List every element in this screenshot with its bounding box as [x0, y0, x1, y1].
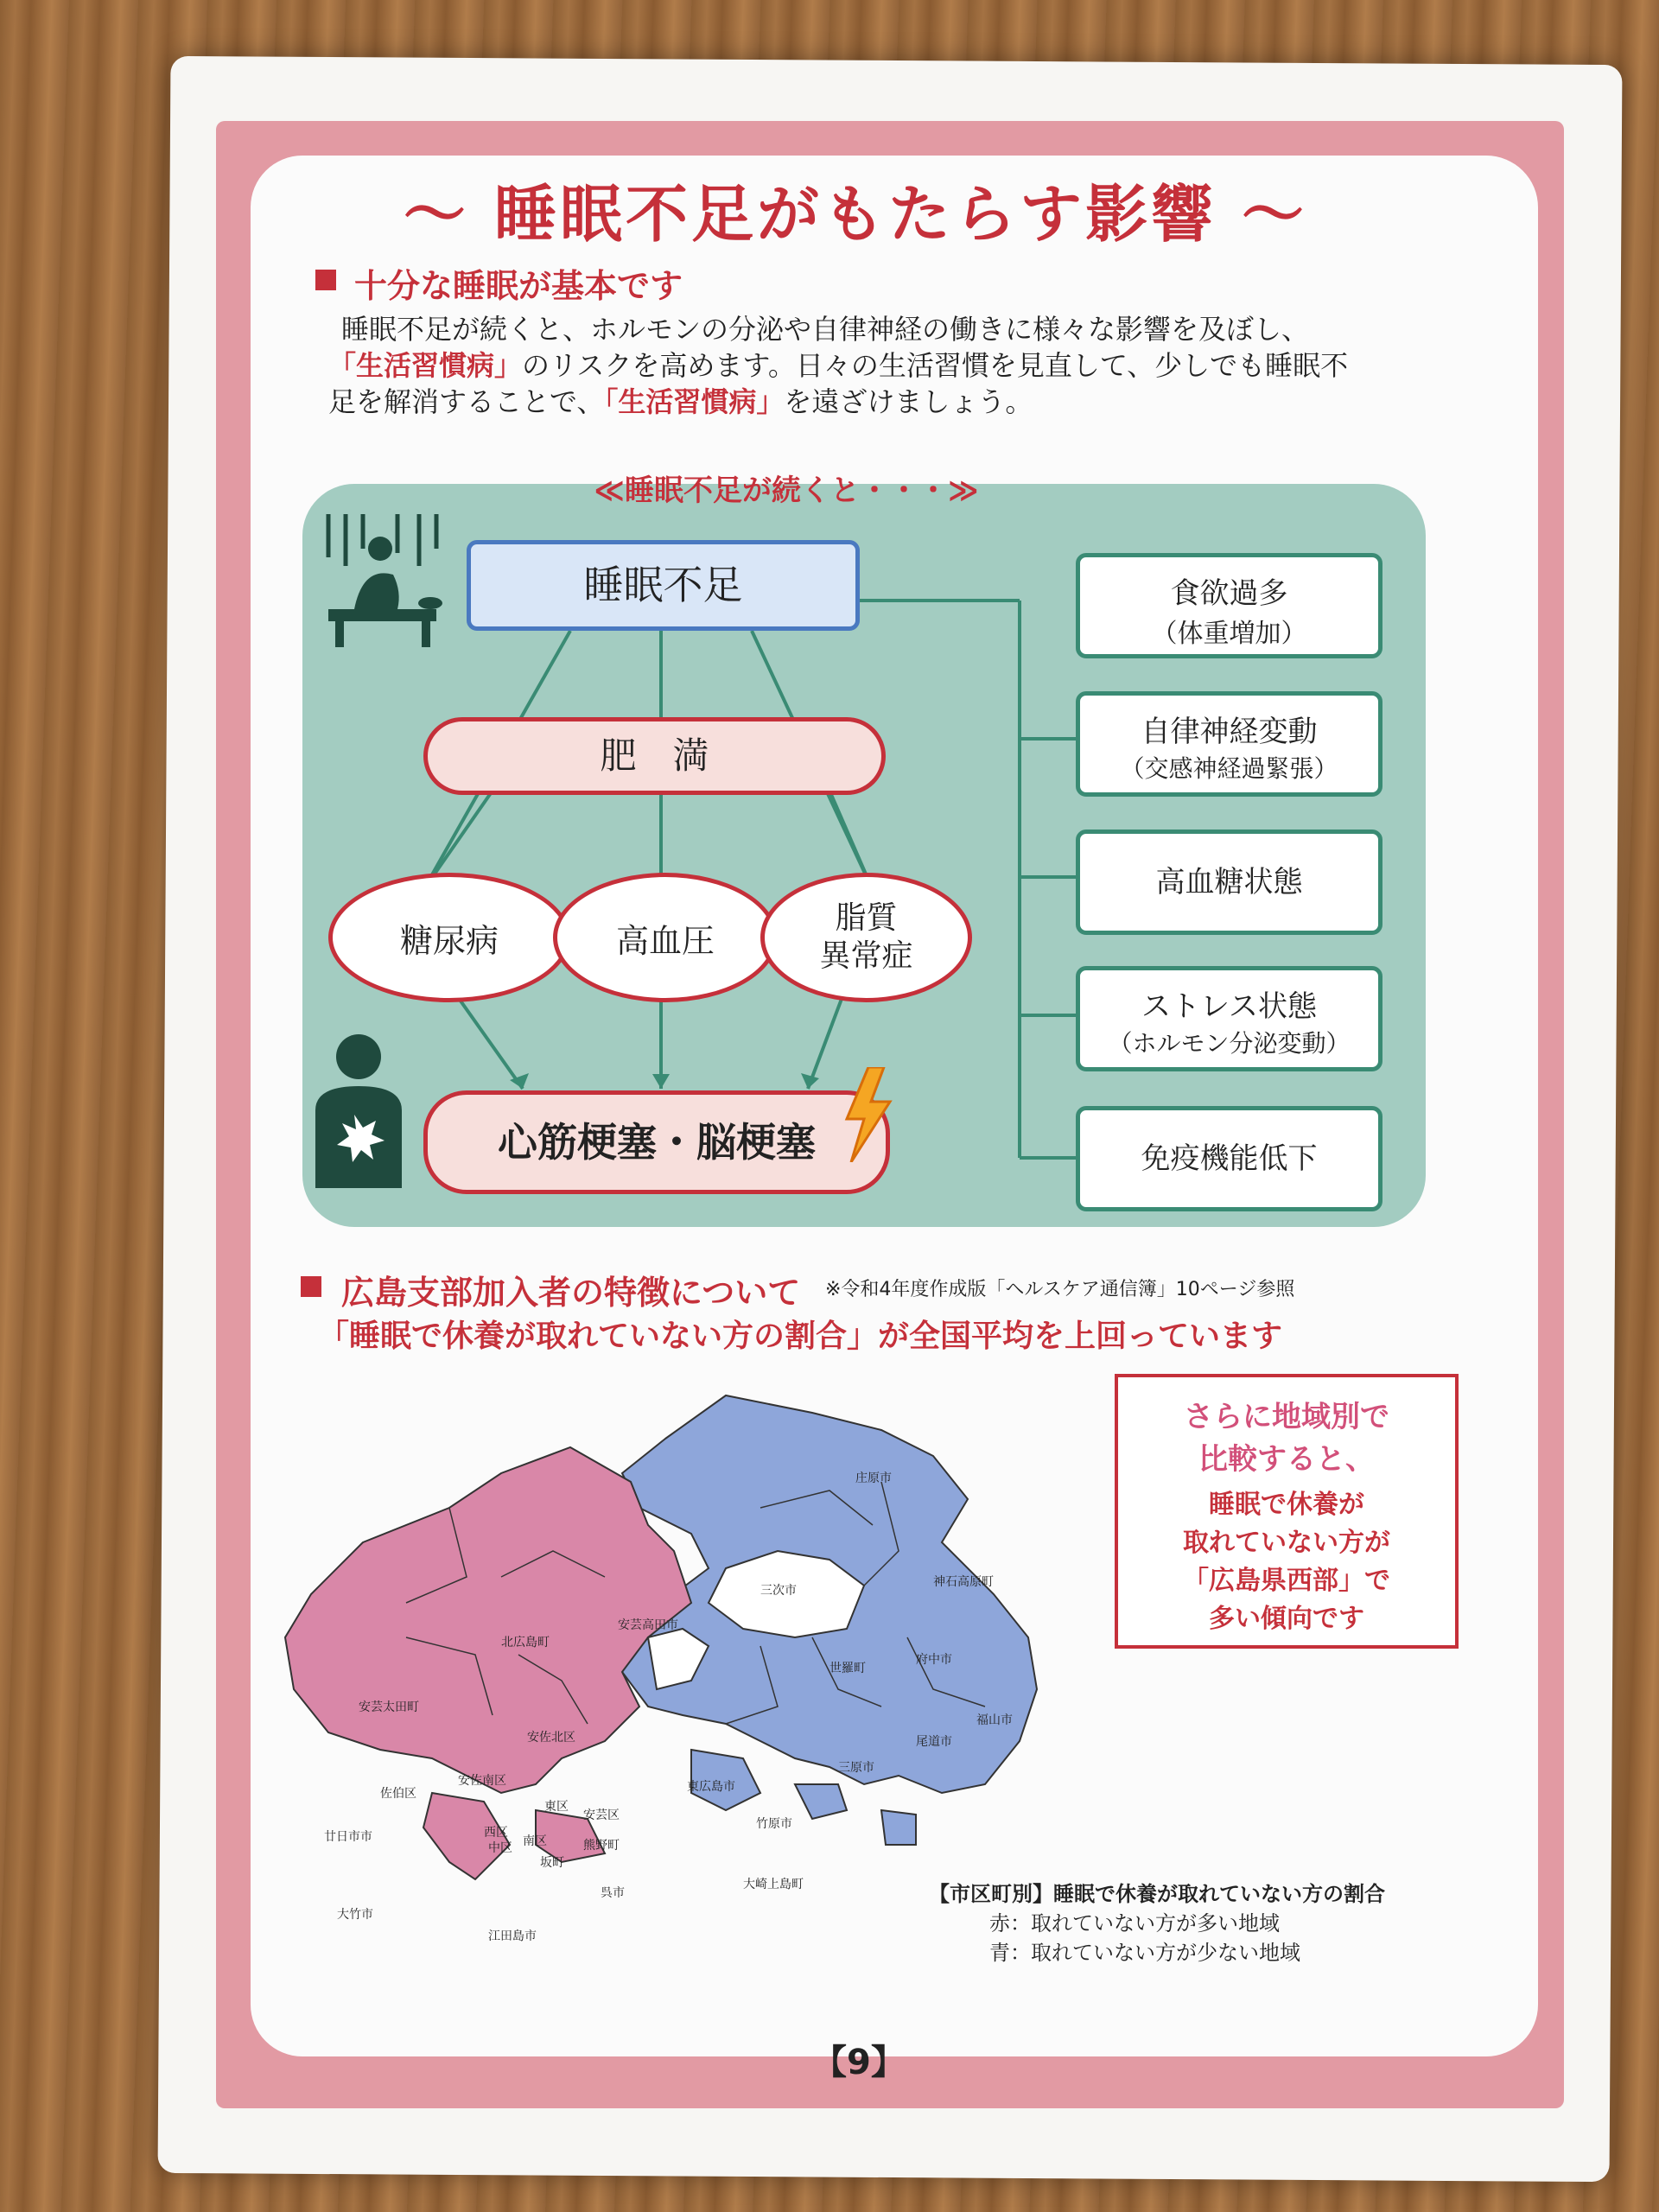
effect-appetite-main: 食欲過多 [1170, 576, 1288, 611]
section1-line1: 睡眠不足が続くと、ホルモンの分泌や自律神経の働きに様々な影響を及ぼし、 [341, 313, 1310, 346]
effect-appetite-node [1076, 553, 1382, 658]
map-legend-red: 赤：取れていない方が多い地域 [989, 1911, 1280, 1936]
map-label-shobara: 庄原市 [855, 1471, 892, 1485]
diabetes-node: 糖尿病 [328, 873, 570, 1002]
chest-pain-person-icon [302, 1033, 415, 1188]
map-label-jinseki: 神石高原町 [933, 1575, 994, 1589]
section-bullet-square [315, 270, 336, 290]
obesity-node: 肥 満 [423, 717, 886, 795]
map-label-takehara: 竹原市 [756, 1817, 792, 1831]
map-label-kure: 呉市 [601, 1886, 625, 1900]
map-label-etajima: 江田島市 [488, 1929, 537, 1943]
map-label-kitahiroshima: 北広島町 [501, 1636, 550, 1649]
effect-autonomic-sub: （交感神経過緊張） [1120, 754, 1338, 783]
map-label-aki: 安芸区 [583, 1808, 620, 1822]
map-label-otake: 大竹市 [337, 1908, 373, 1922]
page-title: ～ 睡眠不足がもたらす影響 ～ [403, 178, 1308, 251]
map-legend-title: 【市区町別】睡眠で休養が取れていない方の割合 [929, 1882, 1385, 1906]
map-label-saka: 坂町 [540, 1856, 564, 1870]
section2-note: ※令和4年度作成版「ヘルスケア通信簿」10ページ参照 [825, 1279, 1295, 1300]
effect-autonomic-main: 自律神経変動 [1141, 715, 1318, 749]
map-label-fukuyama: 福山市 [976, 1713, 1013, 1727]
section1-line2 [328, 347, 1417, 384]
dyslipidemia-node [760, 873, 972, 1002]
section1-line3-end: を遠ざけましょう。 [784, 385, 1033, 418]
callout-line3: 睡眠で休養が [1209, 1490, 1364, 1520]
section2-heading: 広島支部加入者の特徴について [341, 1274, 801, 1312]
effect-stress-node [1076, 966, 1382, 1071]
map-label-nishi: 西区 [484, 1826, 508, 1840]
section1-heading: 十分な睡眠が基本です [354, 267, 683, 305]
map-label-higashi: 東区 [544, 1800, 569, 1814]
section1-line3-start: 足を解消することで、 [328, 385, 605, 418]
map-label-naka: 中区 [488, 1841, 512, 1855]
effect-stress-main: ストレス状態 [1141, 989, 1317, 1024]
map-label-akiota: 安芸太田町 [359, 1700, 419, 1714]
callout-line6: 多い傾向です [1209, 1604, 1364, 1634]
effect-stress-sub: （ホルモン分泌変動） [1108, 1029, 1351, 1058]
map-label-saeki: 佐伯区 [380, 1787, 416, 1801]
map-legend [929, 1879, 1413, 1967]
map-label-onomichi: 尾道市 [916, 1735, 952, 1749]
map-label-mihara: 三原市 [838, 1761, 874, 1775]
section1-body [328, 311, 1417, 420]
map-label-asaminami: 安佐南区 [458, 1774, 506, 1788]
map-label-higashihiroshima: 東広島市 [687, 1780, 735, 1794]
sleeping-person-icon [320, 514, 449, 652]
map-label-asakita: 安佐北区 [527, 1731, 575, 1745]
section-bullet-square-2 [301, 1276, 321, 1297]
map-label-minami: 南区 [523, 1834, 547, 1848]
dyslipidemia-line1: 脂質 [835, 900, 898, 936]
section1-line2-text: のリスクを高めます。日々の生活習慣を見直して、少しでも睡眠不 [522, 349, 1349, 382]
lightning-icon [842, 1067, 894, 1162]
dyslipidemia-line2: 異常症 [819, 938, 913, 974]
callout-line4: 取れていない方が [1183, 1528, 1390, 1558]
lifestyle-disease-highlight: 「生活習慣病」 [328, 349, 523, 382]
callout-line1: さらに地域別で [1184, 1400, 1389, 1434]
flow-subheading: ≪睡眠不足が続くと・・・≫ [594, 474, 979, 508]
regional-callout-box [1115, 1374, 1459, 1649]
map-label-osakikamijima: 大崎上島町 [743, 1878, 804, 1891]
map-label-fuchu: 府中市 [916, 1653, 952, 1667]
page-number: 【9】 [812, 2043, 906, 2082]
effect-immunity-node: 免疫機能低下 [1076, 1106, 1382, 1211]
map-label-kumano: 熊野町 [583, 1839, 620, 1853]
map-legend-blue: 青：取れていない方が少ない地域 [989, 1941, 1300, 1965]
lifestyle-disease-highlight-2: 「生活習慣病」 [604, 385, 785, 418]
effect-autonomic-node [1076, 691, 1382, 797]
callout-line5: 「広島県西部」で [1183, 1566, 1390, 1596]
heart-stroke-node: 心筋梗塞・脳梗塞 [423, 1090, 890, 1194]
map-label-hatsukaichi: 廿日市市 [324, 1830, 372, 1844]
map-label-sera: 世羅町 [830, 1662, 866, 1675]
effect-hyperglycemia-node: 高血糖状態 [1076, 830, 1382, 935]
sleep-deprivation-node: 睡眠不足 [467, 540, 860, 631]
section2-subheading: 「睡眠で休養が取れていない方の割合」が全国平均を上回っています [318, 1319, 1283, 1354]
callout-line2: 比較すると、 [1198, 1442, 1375, 1477]
map-label-miyoshi: 三次市 [760, 1584, 797, 1598]
effect-appetite-sub: （体重増加） [1151, 619, 1307, 649]
section1-line3 [328, 384, 1417, 420]
map-label-akitakata: 安芸高田市 [618, 1618, 678, 1632]
hypertension-node: 高血圧 [553, 873, 778, 1002]
